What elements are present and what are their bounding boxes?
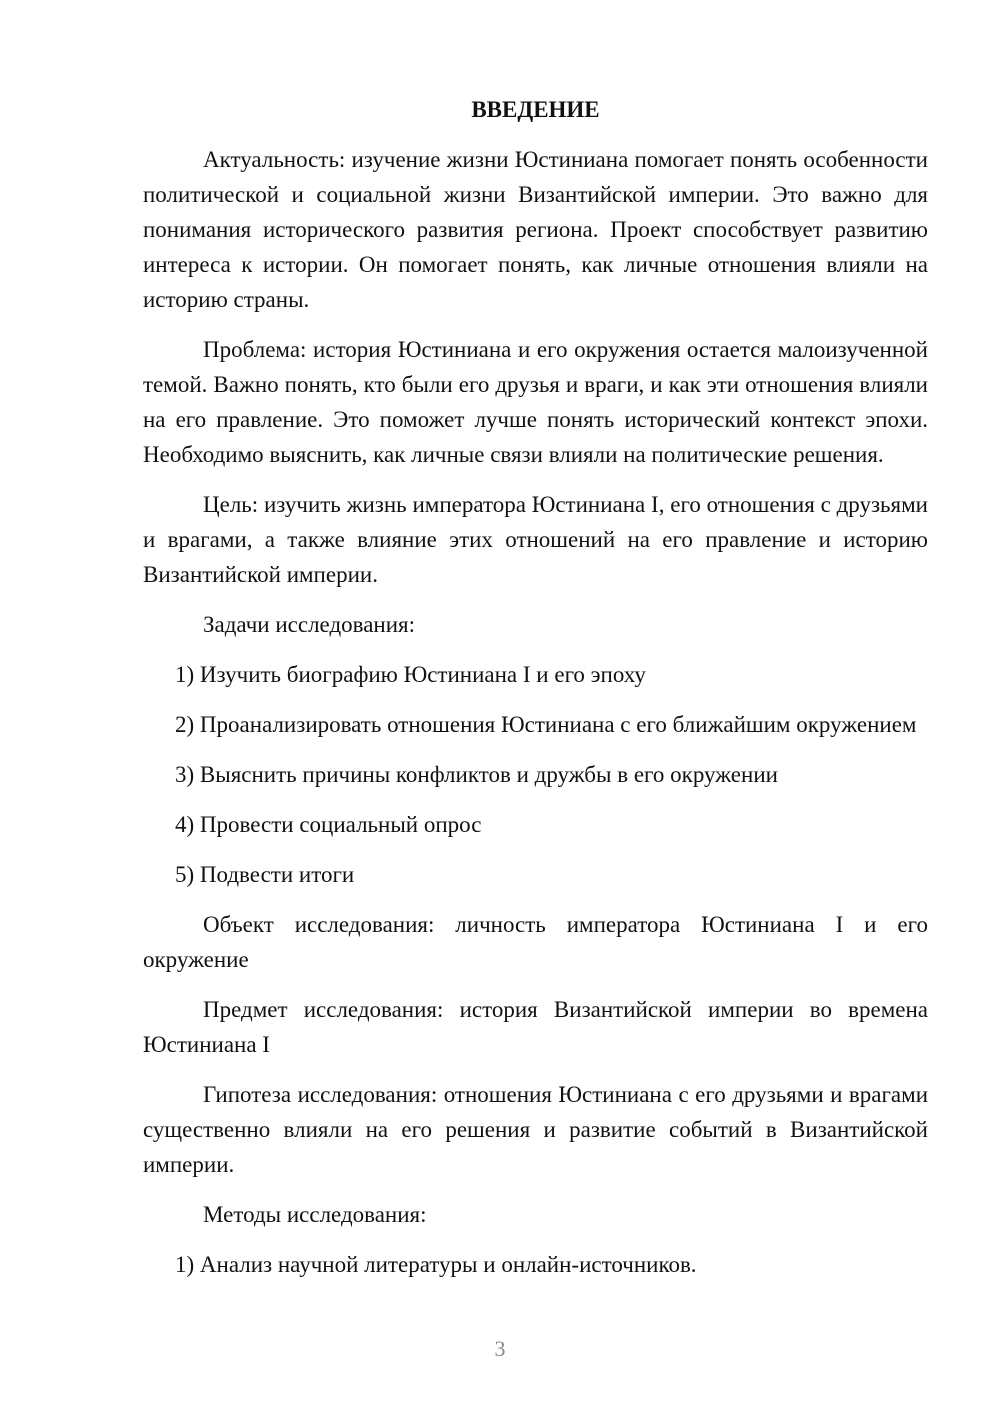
problem-paragraph: Проблема: история Юстиниана и его окружения остается малоизученной темой. Важно понять, кто были его друзья и враги, и как эти отношения влияли на его правление. Это поможет лучше понять исторический контекст эпохи. Необходимо выяснить, как личные связи влияли на политические решения.	[143, 337, 928, 467]
relevance-paragraph: Актуальность: изучение жизни Юстиниана помогает понять особенности политической и социальной жизни Византийской империи. Это важно для понимания исторического развития региона. Проект способствует развитию интереса к истории. Он помогает понять, как личные отношения влияли на историю страны.	[143, 147, 928, 312]
task-item-3: 3) Выяснить причины конфликтов и дружбы в его окружении	[175, 762, 778, 787]
methods-heading: Методы исследования:	[203, 1202, 427, 1227]
task-item-4: 4) Провести социальный опрос	[175, 812, 482, 837]
subject-paragraph: Предмет исследования: история Византийской империи во времена Юстиниана I	[143, 997, 928, 1057]
task-item-2: 2) Проанализировать отношения Юстиниана с его ближайшим окружением	[175, 712, 917, 737]
task-item-5: 5) Подвести итоги	[175, 862, 355, 887]
goal-paragraph: Цель: изучить жизнь императора Юстиниана I, его отношения с друзьями и врагами, а также влияние этих отношений на его правление и историю Византийской империи.	[143, 492, 928, 587]
object-paragraph: Объект исследования: личность императора Юстиниана I и его окружение	[143, 912, 928, 972]
tasks-heading: Задачи исследования:	[203, 612, 416, 637]
page-content	[143, 92, 928, 1282]
task-item-1: 1) Изучить биографию Юстиниана I и его эпоху	[175, 662, 646, 687]
method-item-1: 1) Анализ научной литературы и онлайн-источников.	[175, 1252, 697, 1277]
page-number: 3	[494, 1336, 506, 1361]
hypothesis-paragraph: Гипотеза исследования: отношения Юстиниана с его друзьями и врагами существенно влияли на его решения и развитие событий в Византийской империи.	[143, 1082, 928, 1177]
section-heading: ВВЕДЕНИЕ	[471, 97, 600, 122]
